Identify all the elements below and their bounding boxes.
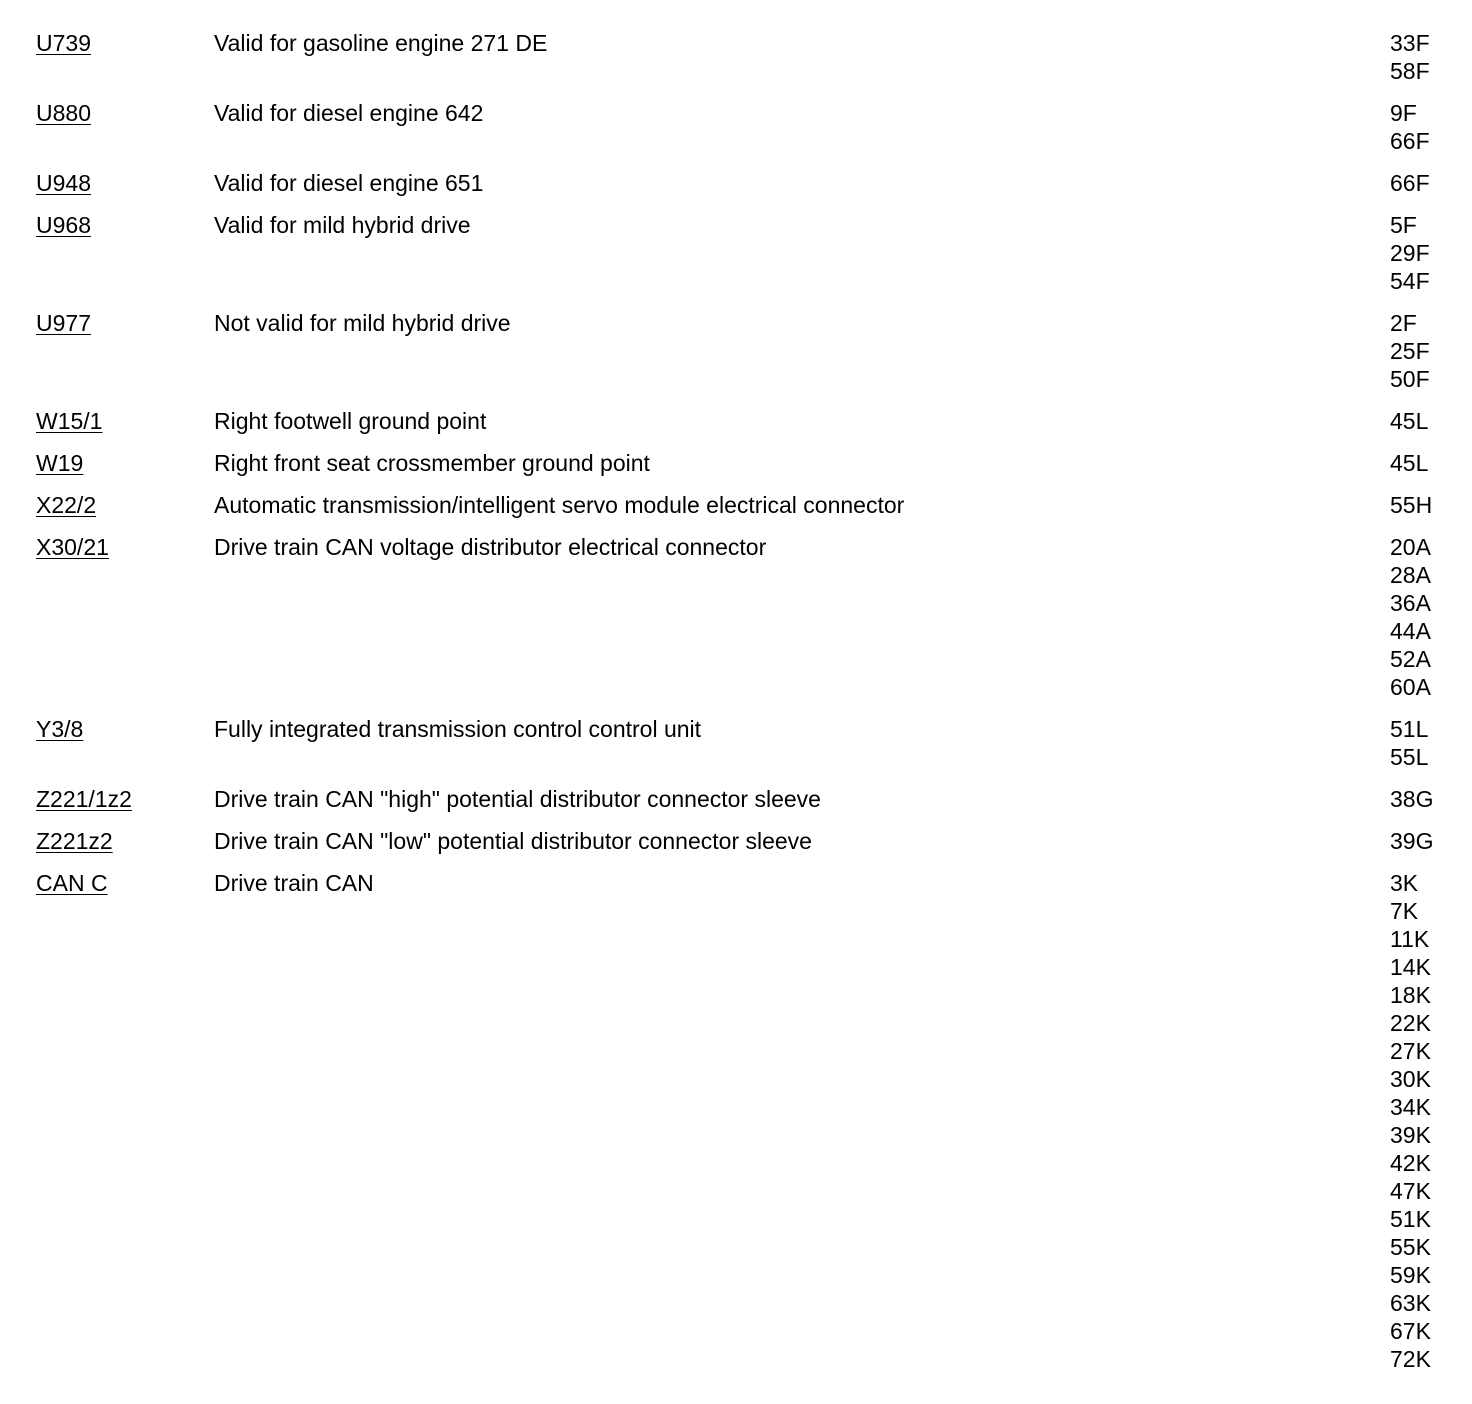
legend-row [0,449,1472,477]
row-spacer [0,295,1472,309]
grid-reference-list [1390,99,1472,155]
grid-reference-list [1390,169,1472,197]
component-code-link[interactable]: U948 [36,170,91,196]
grid-reference-list [1390,211,1472,295]
legend-row [0,533,1472,701]
grid-reference: 39K [1390,1122,1431,1148]
component-description: Valid for gasoline engine 271 DE [214,30,548,56]
grid-reference: 2F [1390,310,1417,336]
row-spacer [0,85,1472,99]
component-description: Fully integrated transmission control control unit [214,716,702,742]
grid-reference: 59K [1390,1262,1431,1288]
grid-reference: 50F [1390,366,1430,392]
grid-reference: 45L [1390,408,1429,434]
grid-reference: 47K [1390,1178,1431,1204]
grid-reference: 42K [1390,1150,1431,1176]
row-spacer [0,197,1472,211]
grid-reference: 5F [1390,212,1417,238]
legend-row [0,869,1472,1373]
grid-reference: 14K [1390,954,1431,980]
component-description: Not valid for mild hybrid drive [214,310,511,336]
legend-row [0,211,1472,295]
grid-reference: 22K [1390,1010,1431,1036]
grid-reference: 54F [1390,268,1430,294]
row-spacer [0,813,1472,827]
grid-reference: 66F [1390,128,1430,154]
grid-reference-list [1390,869,1472,1373]
component-description: Valid for diesel engine 642 [214,100,484,126]
component-description: Drive train CAN voltage distributor electrical connector [214,534,767,560]
grid-reference: 72K [1390,1346,1431,1372]
grid-reference: 55H [1390,492,1433,518]
component-description: Right footwell ground point [214,408,487,434]
grid-reference: 27K [1390,1038,1431,1064]
component-description: Valid for mild hybrid drive [214,212,471,238]
component-description: Automatic transmission/intelligent servo module electrical connector [214,492,905,518]
component-code-link[interactable]: Z221/1z2 [36,786,132,812]
grid-reference-list [1390,449,1472,477]
grid-reference: 55K [1390,1234,1431,1260]
row-spacer [0,393,1472,407]
legend-row [0,169,1472,197]
legend-row [0,309,1472,393]
grid-reference: 52A [1390,646,1431,672]
grid-reference: 60A [1390,674,1431,700]
component-description: Right front seat crossmember ground point [214,450,650,476]
row-spacer [0,1373,1472,1387]
component-description: Drive train CAN "low" potential distributor connector sleeve [214,828,812,854]
grid-reference: 33F [1390,30,1430,56]
row-spacer [0,477,1472,491]
grid-reference: 51K [1390,1206,1431,1232]
component-code-link[interactable]: U977 [36,310,91,336]
grid-reference-list [1390,309,1472,393]
grid-reference-list [1390,491,1472,519]
grid-reference-list [1390,785,1472,813]
grid-reference: 39G [1390,828,1434,854]
grid-reference: 67K [1390,1318,1431,1344]
component-code-link[interactable]: Z221z2 [36,828,113,854]
legend-row [0,407,1472,435]
grid-reference: 36A [1390,590,1431,616]
grid-reference-list [1390,533,1472,701]
legend-row [0,827,1472,855]
component-description: Drive train CAN "high" potential distributor connector sleeve [214,786,821,812]
grid-reference: 63K [1390,1290,1431,1316]
grid-reference-list [1390,827,1472,855]
grid-reference: 66F [1390,170,1430,196]
component-code-link[interactable]: Y3/8 [36,716,84,742]
component-code-link[interactable]: W15/1 [36,408,103,434]
grid-reference: 38G [1390,786,1434,812]
component-code-link[interactable]: X30/21 [36,534,109,560]
legend-row [0,785,1472,813]
grid-reference: 7K [1390,898,1419,924]
row-spacer [0,701,1472,715]
row-spacer [0,519,1472,533]
legend-row [0,715,1472,771]
component-code-link[interactable]: W19 [36,450,84,476]
row-spacer [0,435,1472,449]
row-spacer [0,855,1472,869]
legend-row [0,29,1472,85]
grid-reference: 55L [1390,744,1429,770]
grid-reference-list [1390,29,1472,85]
component-code-link[interactable]: CAN C [36,870,108,896]
grid-reference: 58F [1390,58,1430,84]
component-code-link[interactable]: U968 [36,212,91,238]
component-description: Valid for diesel engine 651 [214,170,484,196]
component-legend-list [0,29,1472,1387]
grid-reference-list [1390,715,1472,771]
component-code-link[interactable]: U880 [36,100,91,126]
grid-reference: 3K [1390,870,1419,896]
grid-reference: 45L [1390,450,1429,476]
grid-reference: 51L [1390,716,1429,742]
row-spacer [0,771,1472,785]
grid-reference: 28A [1390,562,1431,588]
grid-reference: 11K [1390,926,1430,952]
component-code-link[interactable]: X22/2 [36,492,97,518]
grid-reference: 18K [1390,982,1431,1008]
row-spacer [0,155,1472,169]
legend-row [0,491,1472,519]
legend-row [0,99,1472,155]
grid-reference: 29F [1390,240,1430,266]
component-code-link[interactable]: U739 [36,30,91,56]
grid-reference: 44A [1390,618,1431,644]
grid-reference: 20A [1390,534,1431,560]
grid-reference: 30K [1390,1066,1431,1092]
grid-reference: 9F [1390,100,1417,126]
grid-reference-list [1390,407,1472,435]
grid-reference: 34K [1390,1094,1431,1120]
component-description: Drive train CAN [214,870,374,896]
grid-reference: 25F [1390,338,1430,364]
